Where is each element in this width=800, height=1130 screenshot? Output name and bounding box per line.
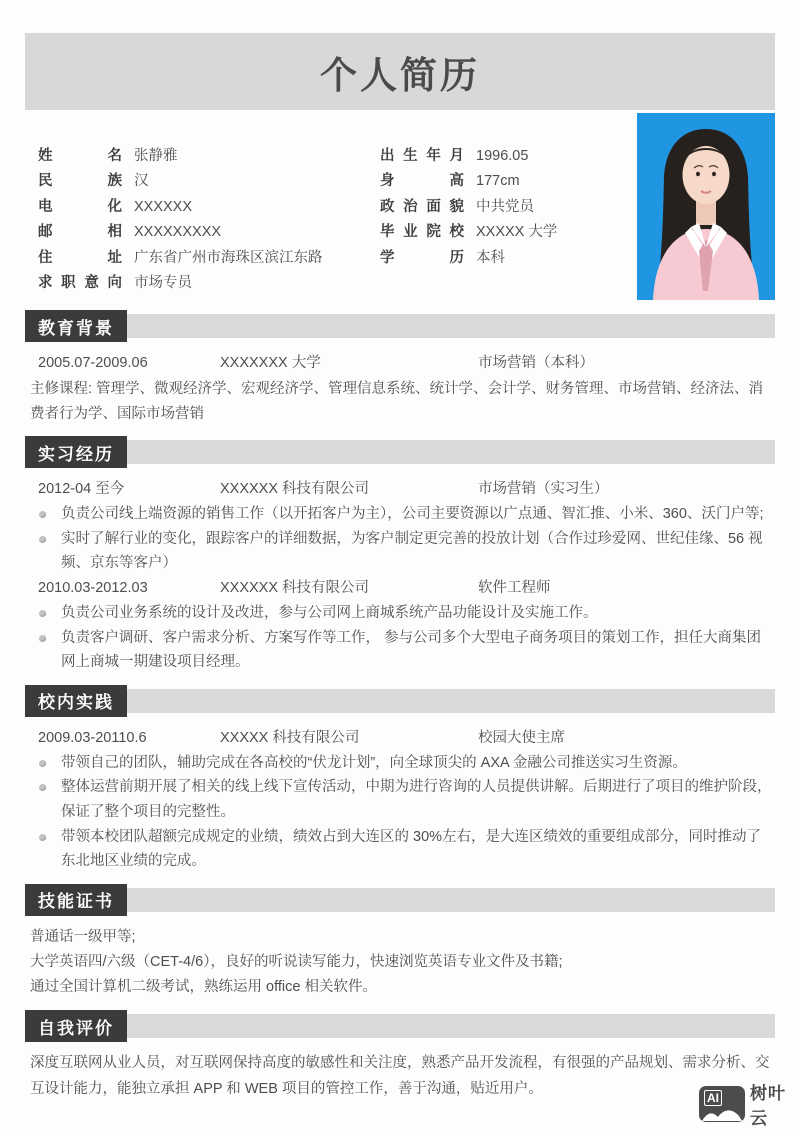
field-label: 姓名	[38, 148, 122, 164]
self-evaluation-text: 深度互联网从业人员，对互联网保持高度的敏感性和关注度，熟悉产品开发流程，有很强的产品规划、需求分析、交互设计能力，能独立承担 APP 和 WEB 项目的管控工作，善于沟通，贴近用户。	[30, 1055, 770, 1097]
profile-field-name	[38, 144, 380, 169]
field-value: 市场专员	[134, 275, 192, 292]
section-education	[25, 310, 775, 426]
profile-field-degree	[380, 246, 630, 271]
job-date: 2012-04 至今	[38, 481, 125, 498]
id-photo-illustration	[637, 113, 775, 300]
section-title: 实习经历	[25, 436, 127, 468]
education-row	[38, 351, 775, 376]
section-header-bar	[25, 888, 775, 912]
mountain-icon	[699, 1104, 745, 1122]
section-header-bar	[25, 1014, 775, 1038]
id-photo	[637, 113, 775, 300]
field-value: 广东省广州市海珠区滨江东路	[134, 249, 323, 266]
field-value: 汉	[134, 173, 149, 190]
field-label: 出生年月	[380, 148, 464, 164]
education-major: 市场营销（本科）	[478, 355, 594, 371]
profile-field-objective	[38, 271, 380, 296]
job-title: 市场营销（实习生）	[478, 481, 609, 498]
profile-field-political-status	[380, 195, 630, 220]
section-header-bar	[25, 440, 775, 464]
campus-company: XXXXX 科技有限公司	[220, 729, 360, 746]
field-value: 1996.05	[476, 148, 529, 164]
section-self-evaluation	[25, 1010, 775, 1102]
ai-photo-icon	[699, 1086, 745, 1122]
section-title: 技能证书	[25, 884, 127, 916]
field-label: 求职意向	[38, 275, 122, 292]
section-title: 自我评价	[25, 1010, 127, 1042]
campus-bullet: 带领本校团队超额完成规定的业绩，绩效占到大连区的 30%左右，是大连区绩效的重要组成部分，同时推动了东北地区业绩的完成。	[30, 825, 775, 874]
skill-line: 大学英语四/六级（CET-4/6），良好的听说读写能力，快速浏览英语专业文件及书籍;	[30, 953, 563, 970]
section-header-bar	[25, 689, 775, 713]
section-campus-practice	[25, 685, 775, 874]
campus-row	[38, 726, 775, 751]
field-label: 民族	[38, 173, 122, 190]
job-date: 2010.03-2012.03	[38, 579, 148, 596]
job-company: XXXXXX 科技有限公司	[220, 579, 370, 596]
profile-left-column	[38, 144, 380, 296]
section-title: 教育背景	[25, 310, 127, 342]
field-label: 身高	[380, 173, 464, 190]
section-internship	[25, 436, 775, 675]
profile-field-university	[380, 220, 630, 245]
campus-bullet: 整体运营前期开展了相关的线上线下宣传活动，中期为进行咨询的人员提供讲解。后期进行了项目的维护阶段，保证了整个项目的完整性。	[30, 775, 775, 824]
section-header	[25, 685, 775, 717]
field-label: 学历	[380, 249, 464, 266]
watermark	[699, 1079, 800, 1129]
field-value: 张静雅	[134, 148, 178, 164]
job-company: XXXXXX 科技有限公司	[220, 481, 370, 498]
profile-field-birthdate	[380, 144, 630, 169]
field-value: 本科	[476, 249, 505, 266]
page-title: 个人简历	[320, 54, 480, 96]
profile-field-height	[380, 169, 630, 194]
education-date: 2005.07-2009.06	[38, 355, 148, 371]
section-header-bar	[25, 314, 775, 338]
field-value: XXXXX 大学	[476, 224, 558, 241]
section-header	[25, 436, 775, 468]
profile-field-ethnicity	[38, 169, 380, 194]
profile-field-email	[38, 220, 380, 245]
field-label: 邮相	[38, 224, 122, 241]
job-bullet: 负责公司线上端资源的销售工作（以开拓客户为主），公司主要资源以广点通、智汇推、小米、360、沃门户等;	[30, 502, 775, 527]
profile-right-column	[380, 144, 630, 296]
section-title: 校内实践	[25, 685, 127, 717]
resume-page	[25, 33, 775, 1102]
field-value: XXXXXX	[134, 198, 193, 215]
job-bullet: 负责客户调研、客户需求分析、方案写作等工作， 参与公司多个大型电子商务项目的策划工作，担任大商集团网上商城一期建设项目经理。	[30, 626, 775, 675]
campus-date: 2009.03-20110.6	[38, 729, 147, 746]
profile-section	[25, 110, 775, 300]
profile-field-address	[38, 246, 380, 271]
skill-line: 通过全国计算机二级考试，熟练运用 office 相关软件。	[30, 979, 377, 996]
watermark-brand: 树叶云	[750, 1084, 786, 1128]
education-school: XXXXXXX 大学	[220, 355, 321, 371]
job-row	[38, 477, 775, 502]
field-value: 177cm	[476, 173, 520, 190]
field-value: 中共党员	[476, 198, 534, 215]
field-label: 毕业院校	[380, 224, 464, 241]
section-skills	[25, 884, 775, 1001]
skill-line: 普通话一级甲等;	[30, 928, 136, 945]
field-label: 政治面貌	[380, 198, 464, 215]
page-title-banner	[25, 33, 775, 110]
section-header	[25, 310, 775, 342]
campus-title: 校园大使主席	[478, 729, 565, 746]
profile-field-phone	[38, 195, 380, 220]
ai-icon-label: AI	[704, 1090, 722, 1106]
section-header	[25, 884, 775, 916]
job-row	[38, 576, 775, 601]
job-title: 软件工程师	[478, 579, 551, 596]
job-bullet: 实时了解行业的变化，跟踪客户的详细数据，为客户制定更完善的投放计划（合作过珍爱网、世纪佳缘、56 视频、京东等客户）	[30, 527, 775, 576]
section-header	[25, 1010, 775, 1042]
field-value: XXXXXXXXX	[134, 224, 222, 241]
job-bullet: 负责公司业务系统的设计及改进，参与公司网上商城系统产品功能设计及实施工作。	[30, 601, 775, 626]
campus-bullet: 带领自己的团队，辅助完成在各高校的“伏龙计划”，向全球顶尖的 AXA 金融公司推送实习生资源。	[30, 751, 775, 776]
education-courses: 主修课程: 管理学、微观经济学、宏观经济学、管理信息系统、统计学、会计学、财务管理、市场营销、经济法、消费者行为学、国际市场营销	[30, 381, 764, 422]
field-label: 住址	[38, 249, 122, 266]
field-label: 电化	[38, 198, 122, 215]
